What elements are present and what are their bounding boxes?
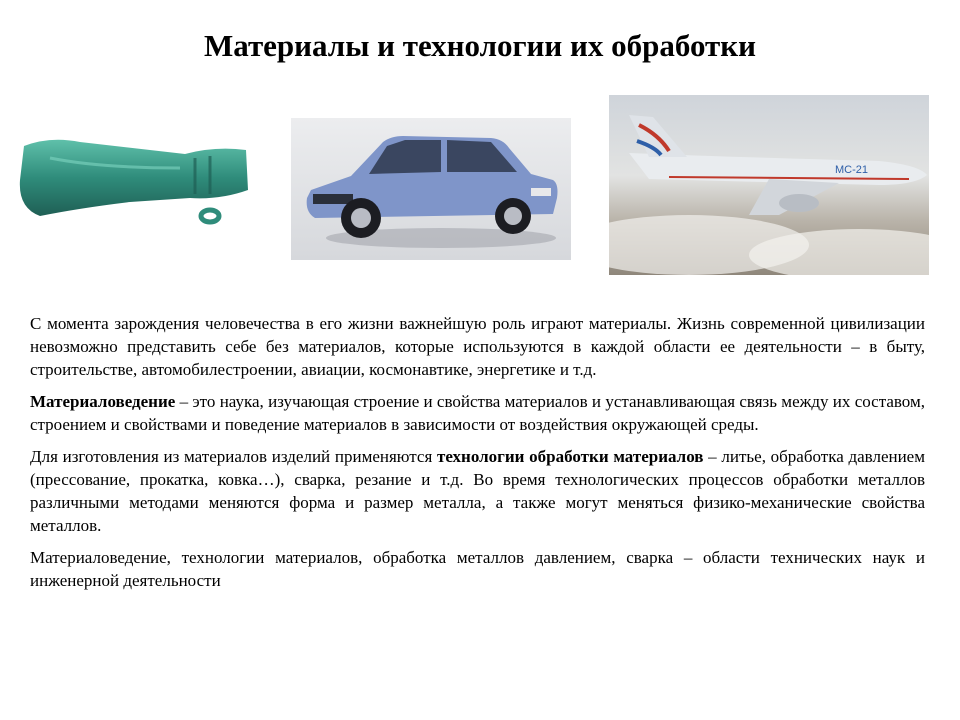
bronze-axe-image <box>10 128 252 226</box>
car-illustration <box>291 118 571 260</box>
term-processing-technologies: технологии обработки материалов <box>436 447 704 466</box>
car-image <box>291 118 571 260</box>
paragraph-intro: С момента зарождения человечества в его жизни важнейшую роль играют материалы. Жизнь современной цивилизации невозможно представить себе без материалов, которые используются в каждой области ее деятельности – в быту, строительстве, автомобилестроении, авиации, космонавтике, энергетике и т.д. <box>30 314 925 379</box>
plane-livery-text: MC-21 <box>835 164 869 176</box>
paragraph-definition: Материаловедение – это наука, изучающая строение и свойства материалов и устанавливающая связь между их составом, строением и свойствами и поведение материалов в зависимости от воздействия окружающей среды. <box>30 392 925 434</box>
paragraph-technologies: Для изготовления из материалов изделий применяются технологии обработки материалов – литье, обработка давлением (прессование, прокатка, ковка…), сварка, резание и т.д. Во время технологических процессов обработки металлов различными методами меняются форма и размер металла, а также могут меняться физико-механические свойства металлов. <box>30 447 925 535</box>
plane-illustration <box>609 95 929 275</box>
paragraph-fields: Материаловедение, технологии материалов, обработка металлов давлением, сварка – области технических наук и инженерной деятельности <box>30 548 925 590</box>
slide-title: Материалы и технологии их обработки <box>203 28 757 63</box>
airplane-image <box>609 95 929 275</box>
term-materials-science: Материаловедение <box>30 392 176 411</box>
axe-illustration <box>10 128 252 226</box>
body-text <box>30 312 925 601</box>
